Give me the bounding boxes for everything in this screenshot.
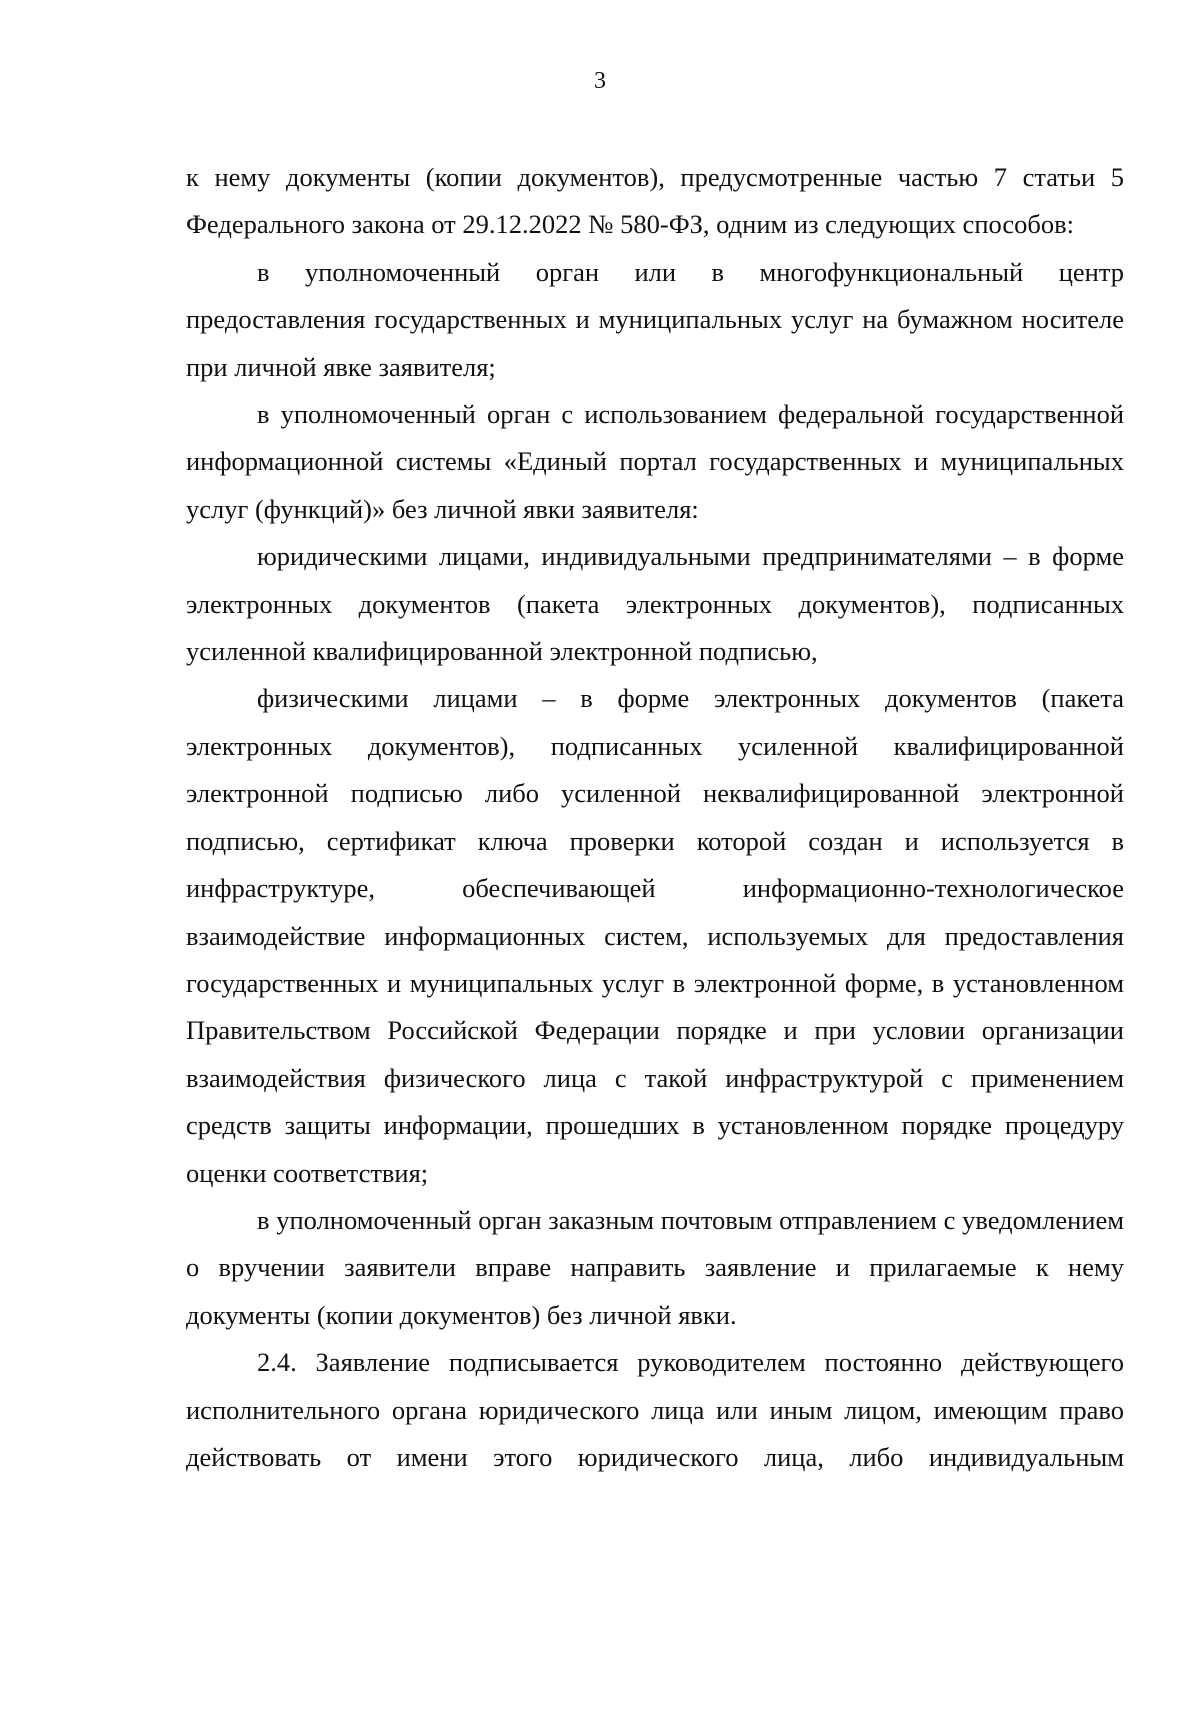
paragraph-individuals: физическими лицами – в форме электронных документов (пакета электронных документов), подписанных усиленной квалифицированной электронной подписью либо усиленной неквалифицированной электронной подписью, сертификат ключа проверки которой создан и используется в инфраструктуре, обеспечивающей информационно-технологическое взаимодействие информационных систем, используемых для предоставления государственных и муниципальных услуг в электронной форме, в установленном Правительством Российской Федерации порядке и при условии организации взаимодействия физического лица с такой инфраструктурой с применением средств защиты информации, прошедших в установленном порядке процедуру оценки соответствия; — [186, 683, 1124, 1188]
paragraph-section-2-4: 2.4. Заявление подписывается руководителем постоянно действующего исполнительного органа юридического лица или иным лицом, имеющим право действовать от имени этого юридического лица, либо индивидуальным — [186, 1347, 1124, 1472]
page-number: 3 — [594, 68, 606, 94]
paragraph-epgu-submission: в уполномоченный орган с использованием федеральной государственной информационной системы «Единый портал государственных и муниципальных услуг (функций)» без личной явки заявителя: — [186, 399, 1124, 524]
document-body — [186, 154, 1124, 1481]
paragraph-legal-entities: юридическими лицами, индивидуальными предпринимателями – в форме электронных документов (пакета электронных документов), подписанных усиленной квалифицированной электронной подписью, — [186, 541, 1124, 667]
paragraph-paper-submission: в уполномоченный орган или в многофункциональный центр предоставления государственных и муниципальных услуг на бумажном носителе при личной явке заявителя; — [186, 256, 1124, 382]
paragraph-postal-submission: в уполномоченный орган заказным почтовым отправлением с уведомлением о вручении заявители вправе направить заявление и прилагаемые к нему документы (копии документов) без личной явки. — [186, 1204, 1124, 1330]
paragraph-continuation: к нему документы (копии документов), предусмотренные частью 7 статьи 5 Федерального закона от 29.12.2022 № 580-ФЗ, одним из следующих способов: — [186, 162, 1124, 240]
